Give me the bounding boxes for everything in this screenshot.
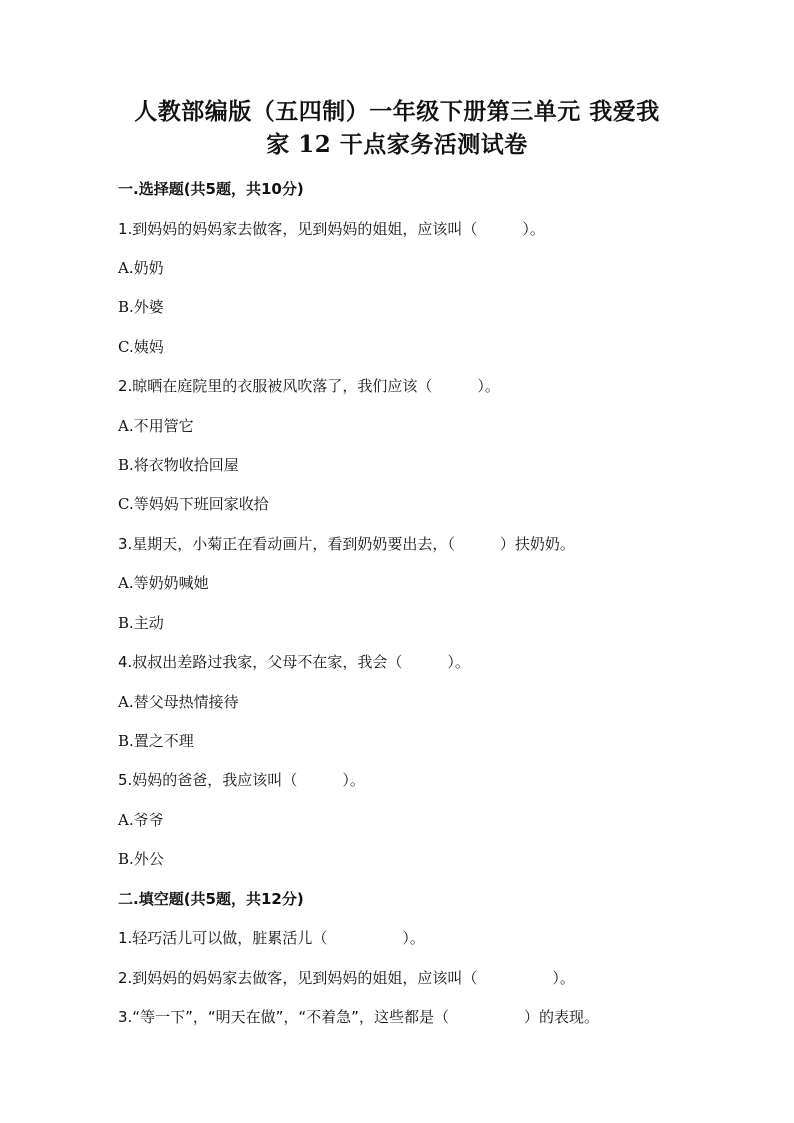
fill-blank-question: 3.“等一下”，“明天在做”，“不着急”，这些都是（ ）的表现。: [118, 1008, 599, 1026]
question-option: B.外婆: [118, 298, 164, 316]
question-option: B.主动: [118, 614, 164, 632]
section-heading-fill-blank: 二.填空题(共5题，共12分): [118, 890, 304, 908]
question-option: C.姨妈: [118, 338, 164, 356]
fill-blank-question: 1.轻巧活儿可以做，脏累活儿（ ）。: [118, 929, 425, 947]
section-heading-choice: 一.选择题(共5题，共10分): [118, 180, 304, 198]
document-title-line-2: 家 12 干点家务活测试卷: [266, 131, 528, 158]
question-option: B.外公: [118, 850, 164, 868]
question-option: A.奶奶: [118, 259, 164, 277]
question-option: B.置之不理: [118, 732, 194, 750]
question-option: A.爷爷: [118, 811, 164, 829]
document-title-line-1: 人教部编版（五四制）一年级下册第三单元 我爱我: [134, 98, 660, 125]
question-option: A.等奶奶喊她: [118, 574, 209, 592]
question-stem: 2.晾晒在庭院里的衣服被风吹落了，我们应该（ ）。: [118, 377, 500, 395]
question-option: B.将衣物收拾回屋: [118, 456, 239, 474]
question-option: A.不用管它: [118, 417, 194, 435]
fill-blank-question: 2.到妈妈的妈妈家去做客，见到妈妈的姐姐，应该叫（ ）。: [118, 969, 575, 987]
question-stem: 3.星期天，小菊正在看动画片，看到奶奶要出去，（ ）扶奶奶。: [118, 535, 575, 553]
question-option: A.替父母热情接待: [118, 693, 239, 711]
question-stem: 1.到妈妈的妈妈家去做客，见到妈妈的姐姐，应该叫（ ）。: [118, 220, 545, 238]
question-option: C.等妈妈下班回家收拾: [118, 495, 269, 513]
question-stem: 4.叔叔出差路过我家，父母不在家，我会（ ）。: [118, 653, 470, 671]
question-stem: 5.妈妈的爸爸，我应该叫（ ）。: [118, 771, 365, 789]
